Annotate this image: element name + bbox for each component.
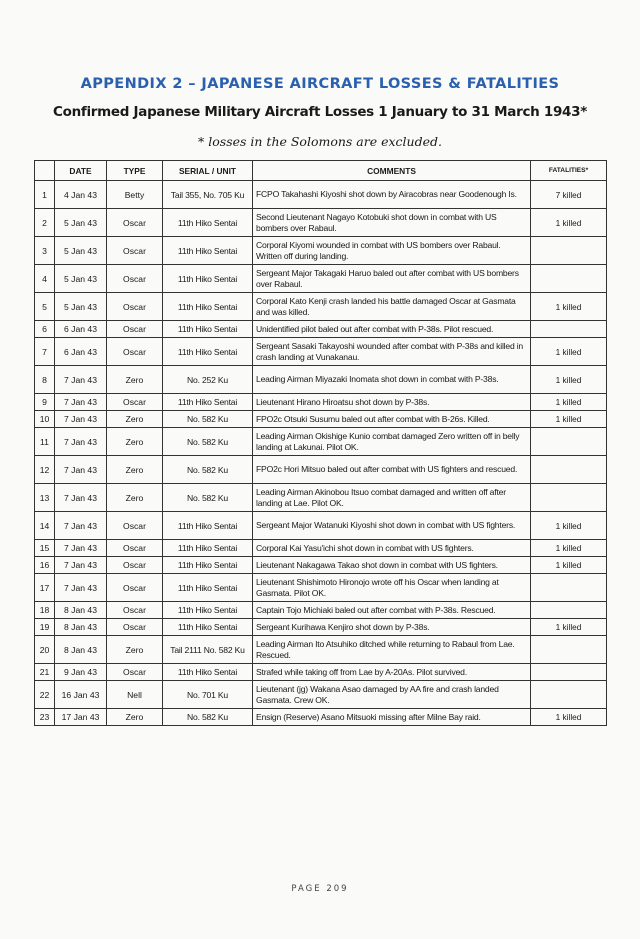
table-row — [35, 237, 607, 265]
row-serial-unit: 11th Hiko Sentai — [163, 664, 253, 681]
table-header-row — [35, 161, 607, 181]
row-comment: Corporal Kato Kenji crash landed his battle damaged Oscar at Gasmata and was killed. — [253, 293, 531, 321]
row-date: 8 Jan 43 — [55, 602, 107, 619]
row-comment: Lieutenant (jg) Wakana Asao damaged by AA fire and crash landed Gasmata. Crew OK. — [253, 681, 531, 709]
row-serial-unit: 11th Hiko Sentai — [163, 540, 253, 557]
row-comment: Sergeant Major Takagaki Haruo baled out after combat with US bombers over Rabaul. — [253, 265, 531, 293]
row-fatalities — [531, 602, 607, 619]
row-fatalities — [531, 456, 607, 484]
row-serial-unit: No. 582 Ku — [163, 484, 253, 512]
row-serial-unit: Tail 355, No. 705 Ku — [163, 181, 253, 209]
row-date: 7 Jan 43 — [55, 574, 107, 602]
row-fatalities — [531, 237, 607, 265]
row-comment: Sergeant Kurihawa Kenjiro shot down by P-38s. — [253, 619, 531, 636]
row-aircraft-type: Oscar — [107, 540, 163, 557]
row-aircraft-type: Oscar — [107, 619, 163, 636]
row-date: 8 Jan 43 — [55, 619, 107, 636]
row-serial-unit: 11th Hiko Sentai — [163, 209, 253, 237]
table-row — [35, 636, 607, 664]
row-fatalities — [531, 664, 607, 681]
table-row — [35, 366, 607, 394]
header-date: DATE — [55, 161, 107, 181]
header-comments: COMMENTS — [253, 161, 531, 181]
row-comment: Second Lieutenant Nagayo Kotobuki shot down in combat with US bombers over Rabaul. — [253, 209, 531, 237]
appendix-title: APPENDIX 2 – JAPANESE AIRCRAFT LOSSES & FATALITIES — [80, 76, 560, 92]
row-fatalities: 1 killed — [531, 209, 607, 237]
table-row — [35, 265, 607, 293]
header-type: TYPE — [107, 161, 163, 181]
row-comment: Sergeant Sasaki Takayoshi wounded after combat with P-38s and killed in crash landing at Vunakanau. — [253, 338, 531, 366]
row-comment: Strafed while taking off from Lae by A-20As. Pilot survived. — [253, 664, 531, 681]
row-date: 7 Jan 43 — [55, 456, 107, 484]
row-fatalities: 1 killed — [531, 540, 607, 557]
table-row — [35, 428, 607, 456]
row-date: 7 Jan 43 — [55, 557, 107, 574]
row-serial-unit: No. 582 Ku — [163, 411, 253, 428]
row-date: 7 Jan 43 — [55, 428, 107, 456]
row-number: 4 — [35, 265, 55, 293]
table-row — [35, 181, 607, 209]
row-comment: FCPO Takahashi Kiyoshi shot down by Airacobras near Goodenough Is. — [253, 181, 531, 209]
row-number: 23 — [35, 709, 55, 726]
page-number: PAGE 209 — [291, 884, 349, 894]
row-aircraft-type: Zero — [107, 411, 163, 428]
row-number: 2 — [35, 209, 55, 237]
row-date: 7 Jan 43 — [55, 484, 107, 512]
table-row — [35, 619, 607, 636]
row-comment: Corporal Kai Yasu'ichi shot down in combat with US fighters. — [253, 540, 531, 557]
row-serial-unit: 11th Hiko Sentai — [163, 557, 253, 574]
row-comment: Corporal Kiyomi wounded in combat with US bombers over Rabaul. Written off during landing. — [253, 237, 531, 265]
row-fatalities: 1 killed — [531, 338, 607, 366]
row-date: 4 Jan 43 — [55, 181, 107, 209]
row-date: 7 Jan 43 — [55, 540, 107, 557]
row-serial-unit: No. 582 Ku — [163, 456, 253, 484]
row-serial-unit: No. 701 Ku — [163, 681, 253, 709]
row-comment: Captain Tojo Michiaki baled out after combat with P-38s. Rescued. — [253, 602, 531, 619]
row-serial-unit: 11th Hiko Sentai — [163, 574, 253, 602]
row-serial-unit: 11th Hiko Sentai — [163, 619, 253, 636]
table-row — [35, 664, 607, 681]
row-comment: Sergeant Major Watanuki Kiyoshi shot down in combat with US fighters. — [253, 512, 531, 540]
row-aircraft-type: Oscar — [107, 265, 163, 293]
row-fatalities: 1 killed — [531, 293, 607, 321]
row-comment: Lieutenant Shishimoto Hironojo wrote off his Oscar when landing at Gasmata. Pilot OK. — [253, 574, 531, 602]
row-date: 5 Jan 43 — [55, 265, 107, 293]
row-number: 1 — [35, 181, 55, 209]
table-row — [35, 540, 607, 557]
row-fatalities: 1 killed — [531, 709, 607, 726]
row-comment: FPO2c Hori Mitsuo baled out after combat with US fighters and rescued. — [253, 456, 531, 484]
row-comment: Leading Airman Ito Atsuhiko ditched while returning to Rabaul from Lae. Rescued. — [253, 636, 531, 664]
row-aircraft-type: Zero — [107, 484, 163, 512]
row-comment: Ensign (Reserve) Asano Mitsuoki missing after Milne Bay raid. — [253, 709, 531, 726]
row-aircraft-type: Betty — [107, 181, 163, 209]
row-number: 20 — [35, 636, 55, 664]
row-aircraft-type: Oscar — [107, 574, 163, 602]
row-date: 17 Jan 43 — [55, 709, 107, 726]
row-comment: Unidentified pilot baled out after combat with P-38s. Pilot rescued. — [253, 321, 531, 338]
row-number: 19 — [35, 619, 55, 636]
table-row — [35, 512, 607, 540]
row-number: 8 — [35, 366, 55, 394]
row-fatalities — [531, 321, 607, 338]
table-row — [35, 321, 607, 338]
row-comment: Lieutenant Hirano Hiroatsu shot down by P-38s. — [253, 394, 531, 411]
row-date: 5 Jan 43 — [55, 237, 107, 265]
row-number: 17 — [35, 574, 55, 602]
row-serial-unit: 11th Hiko Sentai — [163, 394, 253, 411]
row-aircraft-type: Zero — [107, 636, 163, 664]
row-number: 10 — [35, 411, 55, 428]
row-aircraft-type: Oscar — [107, 293, 163, 321]
table-row — [35, 709, 607, 726]
row-number: 5 — [35, 293, 55, 321]
table-subtitle: Confirmed Japanese Military Aircraft Losses 1 January to 31 March 1943* — [53, 104, 587, 120]
row-number: 12 — [35, 456, 55, 484]
row-aircraft-type: Zero — [107, 428, 163, 456]
row-date: 8 Jan 43 — [55, 636, 107, 664]
row-fatalities — [531, 636, 607, 664]
table-row — [35, 293, 607, 321]
row-date: 5 Jan 43 — [55, 209, 107, 237]
table-row — [35, 574, 607, 602]
row-serial-unit: 11th Hiko Sentai — [163, 512, 253, 540]
header-number — [35, 161, 55, 181]
row-number: 15 — [35, 540, 55, 557]
row-serial-unit: Tail 2111 No. 582 Ku — [163, 636, 253, 664]
header-serial-unit: SERIAL / UNIT — [163, 161, 253, 181]
table-row — [35, 602, 607, 619]
row-date: 5 Jan 43 — [55, 293, 107, 321]
row-date: 6 Jan 43 — [55, 321, 107, 338]
aircraft-losses-table — [34, 160, 607, 726]
row-serial-unit: 11th Hiko Sentai — [163, 338, 253, 366]
table-row — [35, 456, 607, 484]
row-fatalities: 7 killed — [531, 181, 607, 209]
row-aircraft-type: Oscar — [107, 338, 163, 366]
row-serial-unit: 11th Hiko Sentai — [163, 602, 253, 619]
row-date: 9 Jan 43 — [55, 664, 107, 681]
row-aircraft-type: Nell — [107, 681, 163, 709]
row-serial-unit: 11th Hiko Sentai — [163, 237, 253, 265]
row-fatalities — [531, 265, 607, 293]
row-number: 14 — [35, 512, 55, 540]
row-number: 3 — [35, 237, 55, 265]
row-aircraft-type: Oscar — [107, 237, 163, 265]
row-number: 16 — [35, 557, 55, 574]
table-row — [35, 411, 607, 428]
row-aircraft-type: Oscar — [107, 209, 163, 237]
row-fatalities: 1 killed — [531, 411, 607, 428]
row-date: 7 Jan 43 — [55, 394, 107, 411]
row-fatalities: 1 killed — [531, 557, 607, 574]
row-serial-unit: 11th Hiko Sentai — [163, 265, 253, 293]
header-fatalities: FATALITIES* — [531, 161, 607, 181]
table-row — [35, 484, 607, 512]
row-fatalities — [531, 428, 607, 456]
row-fatalities: 1 killed — [531, 394, 607, 411]
row-date: 6 Jan 43 — [55, 338, 107, 366]
row-fatalities — [531, 574, 607, 602]
table-body — [35, 181, 607, 726]
row-number: 7 — [35, 338, 55, 366]
row-aircraft-type: Oscar — [107, 512, 163, 540]
row-date: 7 Jan 43 — [55, 512, 107, 540]
row-serial-unit: 11th Hiko Sentai — [163, 321, 253, 338]
row-aircraft-type: Zero — [107, 456, 163, 484]
row-serial-unit: No. 582 Ku — [163, 428, 253, 456]
row-date: 7 Jan 43 — [55, 411, 107, 428]
table-row — [35, 557, 607, 574]
row-fatalities — [531, 484, 607, 512]
table-row — [35, 394, 607, 411]
row-number: 6 — [35, 321, 55, 338]
table-row — [35, 209, 607, 237]
row-aircraft-type: Oscar — [107, 602, 163, 619]
row-date: 7 Jan 43 — [55, 366, 107, 394]
table-row — [35, 681, 607, 709]
row-aircraft-type: Oscar — [107, 557, 163, 574]
row-comment: Leading Airman Akinobou Itsuo combat damaged and written off after landing at Lae. Pilot OK. — [253, 484, 531, 512]
row-aircraft-type: Zero — [107, 366, 163, 394]
row-aircraft-type: Zero — [107, 709, 163, 726]
table-row — [35, 338, 607, 366]
row-aircraft-type: Oscar — [107, 321, 163, 338]
row-aircraft-type: Oscar — [107, 394, 163, 411]
row-number: 9 — [35, 394, 55, 411]
row-comment: Lieutenant Nakagawa Takao shot down in combat with US fighters. — [253, 557, 531, 574]
row-fatalities: 1 killed — [531, 619, 607, 636]
row-fatalities: 1 killed — [531, 366, 607, 394]
row-aircraft-type: Oscar — [107, 664, 163, 681]
row-comment: Leading Airman Okishige Kunio combat damaged Zero written off in belly landing at Lakunai. Pilot OK. — [253, 428, 531, 456]
row-fatalities — [531, 681, 607, 709]
row-date: 16 Jan 43 — [55, 681, 107, 709]
row-comment: FPO2c Otsuki Susumu baled out after combat with B-26s. Killed. — [253, 411, 531, 428]
row-comment: Leading Airman Miyazaki Inomata shot down in combat with P-38s. — [253, 366, 531, 394]
row-number: 22 — [35, 681, 55, 709]
row-number: 21 — [35, 664, 55, 681]
row-number: 13 — [35, 484, 55, 512]
row-number: 18 — [35, 602, 55, 619]
exclusion-note: * losses in the Solomons are excluded. — [198, 134, 442, 149]
row-fatalities: 1 killed — [531, 512, 607, 540]
row-serial-unit: No. 252 Ku — [163, 366, 253, 394]
row-number: 11 — [35, 428, 55, 456]
row-serial-unit: No. 582 Ku — [163, 709, 253, 726]
row-serial-unit: 11th Hiko Sentai — [163, 293, 253, 321]
